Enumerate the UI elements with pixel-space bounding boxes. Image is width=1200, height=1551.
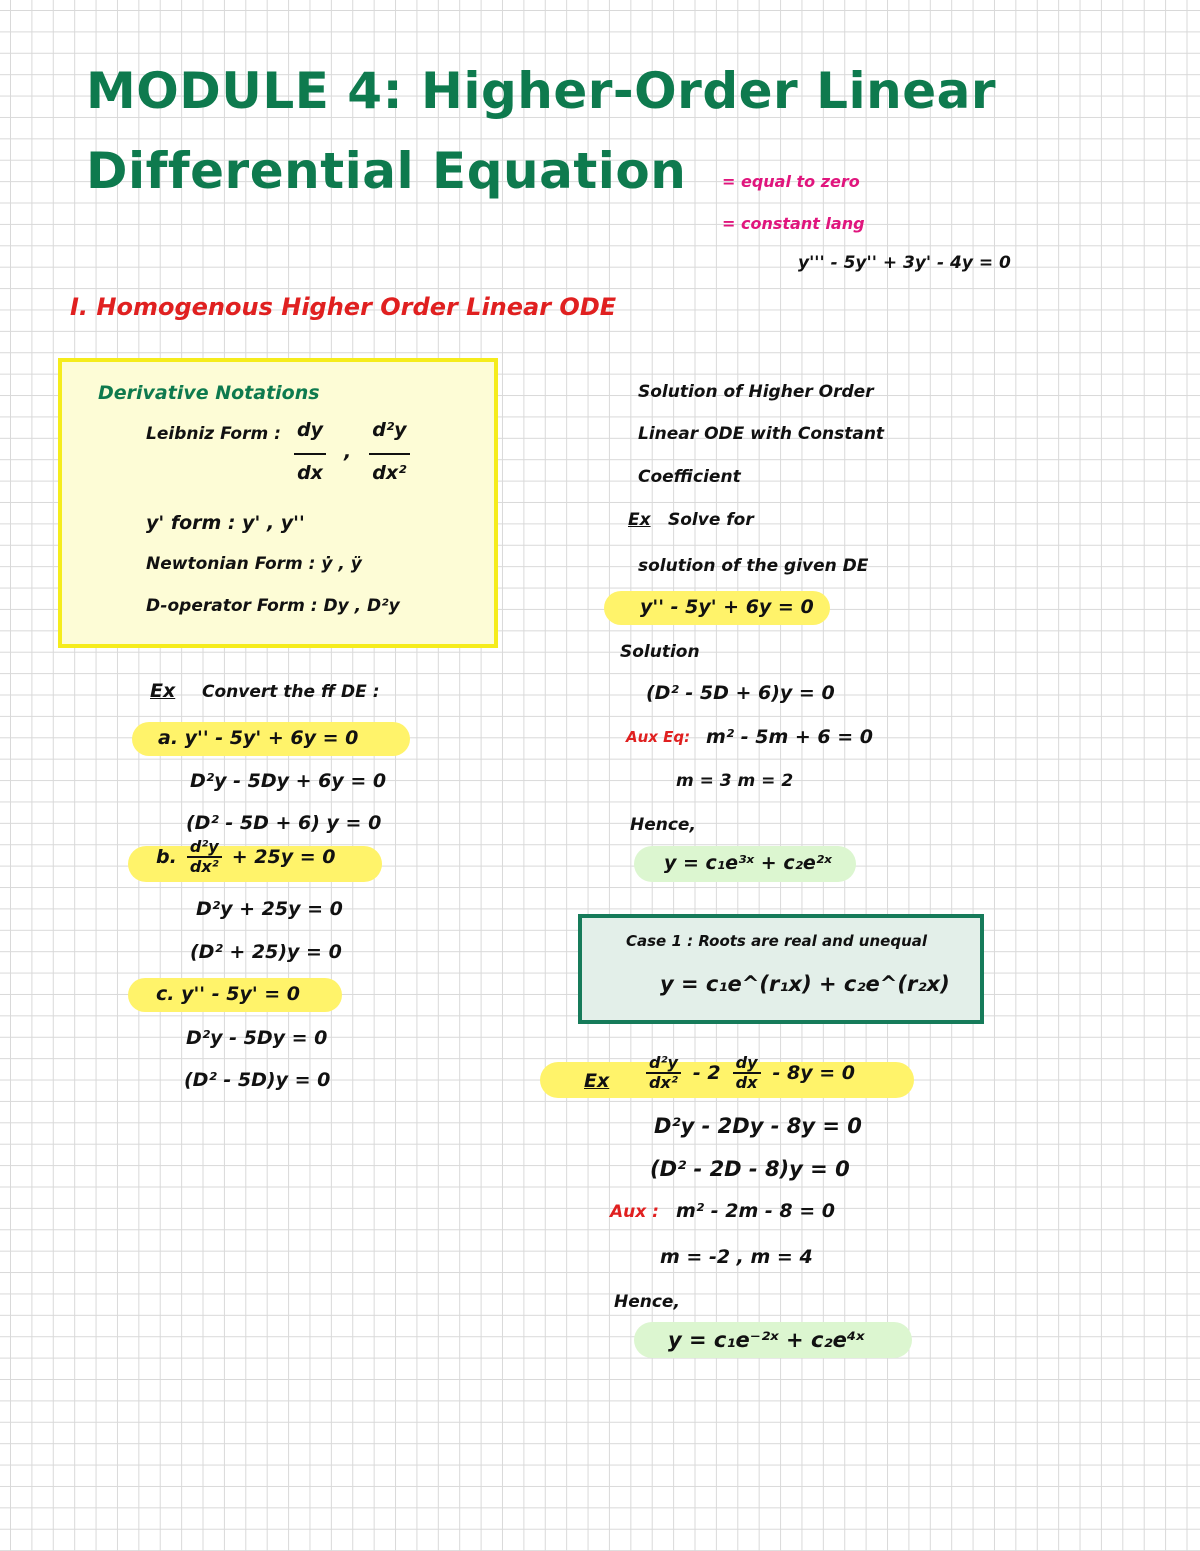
convert-b-numerator: d²y xyxy=(187,838,222,858)
leibniz-1-numerator: dy xyxy=(294,420,326,455)
example2-step2: (D² - 2D - 8)y = 0 xyxy=(650,1157,850,1181)
example2-fraction-2-denominator: dx xyxy=(735,1072,758,1092)
convert-a-step2: (D² - 5D + 6) y = 0 xyxy=(186,812,382,834)
example2-aux-equation: m² - 2m - 8 = 0 xyxy=(676,1200,835,1222)
example2-fraction-2-numerator: dy xyxy=(733,1054,761,1074)
yprime-form: y' form : y' , y'' xyxy=(146,512,305,534)
convert-a-step1: D²y - 5Dy + 6y = 0 xyxy=(190,770,387,792)
convert-b-rest: + 25y = 0 xyxy=(231,845,336,868)
solution-label: Solution xyxy=(620,642,700,662)
solution-aux-label: Aux Eq: xyxy=(626,728,691,746)
convert-b-step2: (D² + 25)y = 0 xyxy=(190,941,342,963)
convert-instruction: Convert the ff DE : xyxy=(202,682,380,702)
solution-ex-label: Ex xyxy=(628,510,651,530)
convert-b-label: b. xyxy=(156,845,177,868)
example2-roots: m = -2 , m = 4 xyxy=(660,1246,813,1268)
leibniz-fraction-2 xyxy=(369,420,409,484)
convert-b-step1: D²y + 25y = 0 xyxy=(196,898,343,920)
case-1-box xyxy=(578,914,984,1024)
example2-fraction-1 xyxy=(646,1054,681,1091)
leibniz-separator: , xyxy=(344,440,352,463)
convert-c-step1: D²y - 5Dy = 0 xyxy=(186,1027,328,1049)
solution-heading-line3: Coefficient xyxy=(638,467,741,487)
leibniz-label: Leibniz Form : xyxy=(146,424,281,444)
example2-fraction-2 xyxy=(733,1054,761,1091)
example2-minus-2: - 2 xyxy=(692,1061,721,1084)
section-heading: I. Homogenous Higher Order Linear ODE xyxy=(70,293,617,321)
newtonian-form: Newtonian Form : ẏ , ÿ xyxy=(146,554,362,574)
example2-aux-label: Aux : xyxy=(610,1202,659,1222)
solution-step1: (D² - 5D + 6)y = 0 xyxy=(646,682,835,704)
solution-hence: Hence, xyxy=(630,815,696,835)
example2-step1: D²y - 2Dy - 8y = 0 xyxy=(654,1114,862,1138)
convert-b-equation xyxy=(156,838,335,875)
d-operator-form: D-operator Form : Dy , D²y xyxy=(146,596,400,616)
solution-ex-text: Solve for xyxy=(668,510,754,530)
convert-a-equation: a. y'' - 5y' + 6y = 0 xyxy=(158,727,359,749)
solution-heading-line1: Solution of Higher Order xyxy=(638,382,874,402)
solution-roots: m = 3 m = 2 xyxy=(676,771,794,791)
leibniz-2-numerator: d²y xyxy=(369,420,409,455)
solution-equation: y'' - 5y' + 6y = 0 xyxy=(640,596,814,618)
convert-b-denominator: dx² xyxy=(189,856,219,876)
convert-b-fraction xyxy=(187,838,222,875)
note-equal-zero: = equal to zero xyxy=(722,172,860,191)
note-constant: = constant lang xyxy=(722,214,865,233)
example2-rest: - 8y = 0 xyxy=(772,1061,855,1084)
note-example-equation: y''' - 5y'' + 3y' - 4y = 0 xyxy=(798,253,1011,273)
example2-hence: Hence, xyxy=(614,1292,680,1312)
leibniz-fraction-1 xyxy=(294,420,326,484)
solution-heading-line2: Linear ODE with Constant xyxy=(638,424,885,444)
example2-ex-label: Ex xyxy=(584,1070,610,1092)
convert-ex-label: Ex xyxy=(150,680,176,702)
example2-equation xyxy=(646,1054,855,1091)
page-title-line-2: Differential Equation xyxy=(86,142,687,200)
case-1-title: Case 1 : Roots are real and unequal xyxy=(626,932,928,950)
example2-fraction-1-denominator: dx² xyxy=(649,1072,678,1092)
example2-answer: y = c₁e⁻²ˣ + c₂e⁴ˣ xyxy=(668,1328,865,1352)
convert-c-equation: c. y'' - 5y' = 0 xyxy=(156,983,301,1005)
solution-aux-equation: m² - 5m + 6 = 0 xyxy=(706,726,873,748)
solution-answer: y = c₁e³ˣ + c₂e²ˣ xyxy=(664,852,832,874)
case-1-formula: y = c₁e^(r₁x) + c₂e^(r₂x) xyxy=(660,972,950,996)
example2-fraction-1-numerator: d²y xyxy=(646,1054,681,1074)
page-title-line-1: MODULE 4: Higher-Order Linear xyxy=(86,62,997,120)
leibniz-fractions xyxy=(294,420,410,484)
convert-c-step2: (D² - 5D)y = 0 xyxy=(184,1069,331,1091)
solution-ex-text2: solution of the given DE xyxy=(638,556,869,576)
derivative-notations-heading: Derivative Notations xyxy=(98,382,320,404)
leibniz-2-denominator: dx² xyxy=(372,461,407,484)
leibniz-1-denominator: dx xyxy=(297,461,323,484)
